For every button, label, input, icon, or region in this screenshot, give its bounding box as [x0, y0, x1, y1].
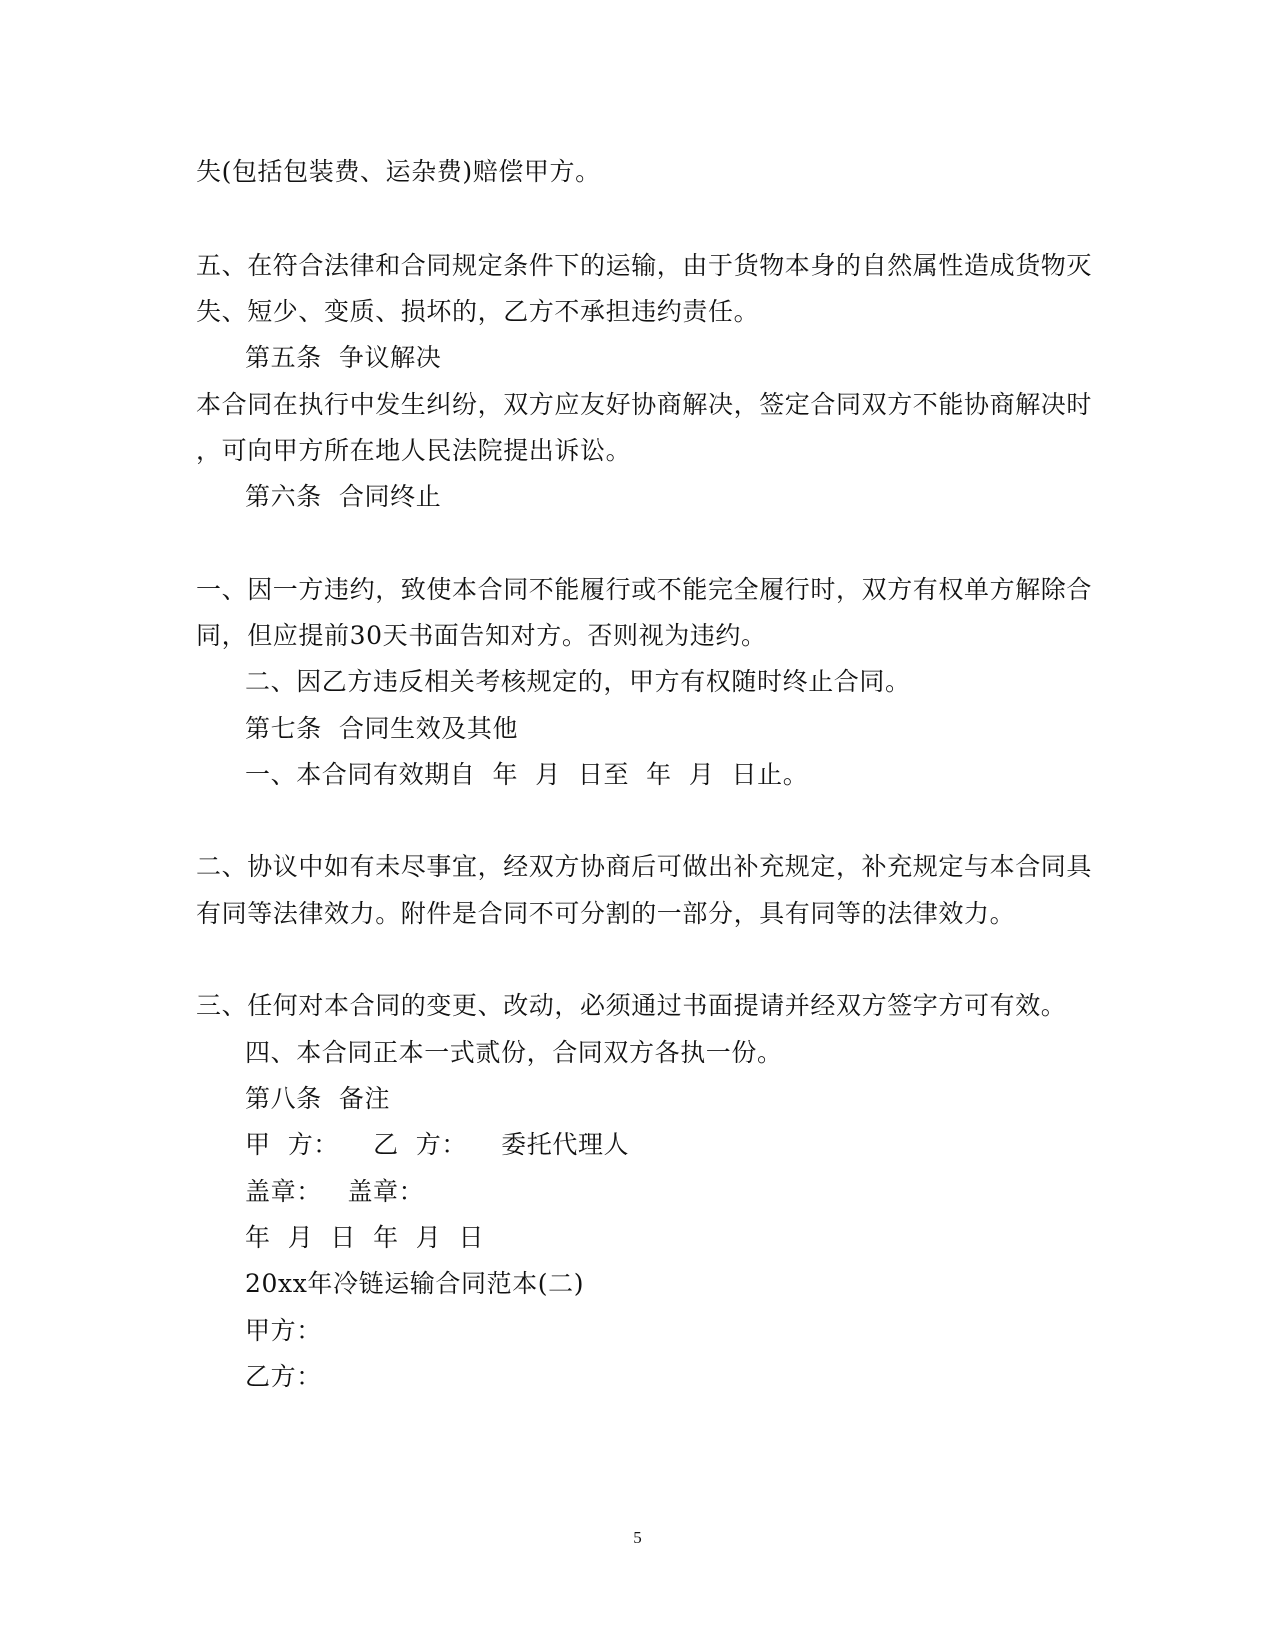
section-heading: 第七条 合同生效及其他 [245, 714, 519, 743]
text-line: 失(包括包装费、运杂费)赔偿甲方。 [196, 157, 601, 186]
party-b-label: 乙方： [245, 1362, 322, 1391]
text-line: 一、本合同有效期自 年 月 日至 年 月 日止。 [245, 760, 809, 789]
text-line: 二、协议中如有未尽事宜，经双方协商后可做出补充规定，补充规定与本合同具 [196, 852, 1093, 881]
contract-title: 20xx年冷链运输合同范本(二) [245, 1269, 585, 1298]
section-heading: 第八条 备注 [245, 1084, 391, 1113]
text-line: 有同等法律效力。附件是合同不可分割的一部分，具有同等的法律效力。 [196, 899, 1016, 928]
text-line: 本合同在执行中发生纠纷，双方应友好协商解决，签定合同双方不能协商解决时 [196, 390, 1093, 419]
signature-line: 甲 方： 乙 方： 委托代理人 [245, 1130, 630, 1159]
section-heading: 第五条 争议解决 [245, 343, 442, 372]
page-number: 5 [633, 1528, 642, 1547]
text-line: 三、任何对本合同的变更、改动，必须通过书面提请并经双方签字方可有效。 [196, 991, 1067, 1020]
text-line: 失、短少、变质、损坏的，乙方不承担违约责任。 [196, 297, 760, 326]
text-line: 四、本合同正本一式贰份，合同双方各执一份。 [245, 1038, 783, 1067]
text-line: 一、因一方违约，致使本合同不能履行或不能完全履行时，双方有权单方解除合 [196, 575, 1093, 604]
section-heading: 第六条 合同终止 [245, 482, 442, 511]
party-a-label: 甲方： [245, 1316, 322, 1345]
text-line: ，可向甲方所在地人民法院提出诉讼。 [196, 436, 632, 465]
seal-line: 盖章： 盖章： [245, 1177, 425, 1206]
date-line: 年 月 日 年 月 日 [245, 1223, 485, 1252]
text-line: 二、因乙方违反相关考核规定的，甲方有权随时终止合同。 [245, 667, 911, 696]
text-line: 同，但应提前30天书面告知对方。否则视为违约。 [196, 621, 767, 650]
text-line: 五、在符合法律和合同规定条件下的运输，由于货物本身的自然属性造成货物灭 [196, 251, 1093, 280]
